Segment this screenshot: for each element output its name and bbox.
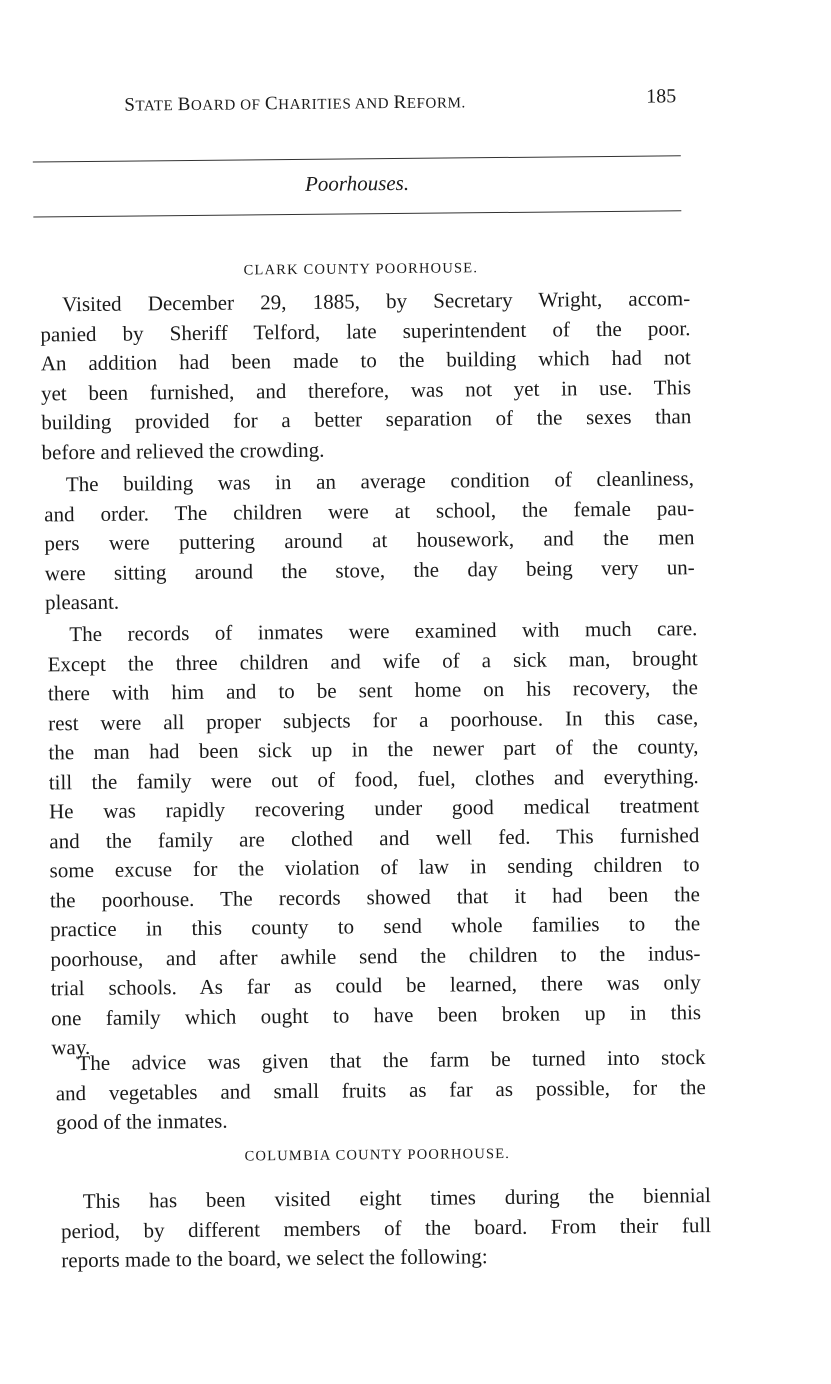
text-line: and vegetables and small fruits as far as possible, for the [55, 1074, 706, 1105]
text-line: The records of inmates were examined with much care. [69, 616, 698, 647]
text-line: the man had been sick up in the newer part of the county, [48, 734, 699, 765]
text-line: trial schools. As far as could be learned, there was only [50, 970, 701, 1001]
running-head-initial: C [264, 93, 279, 115]
header-rule-top [33, 155, 681, 162]
text-line: This has been visited eight times during the biennial [82, 1183, 711, 1214]
text-line: practice in this county to send whole families to the [50, 911, 701, 942]
columbia-paragraph-1 [61, 1181, 712, 1276]
text-line: reports made to the board, we select the following: [61, 1244, 488, 1273]
running-head-smallcaps: HARITIES AND [278, 96, 394, 114]
text-line: some excuse for the violation of law in sending children to [49, 852, 700, 883]
text-line: building provided for a better separation of the sexes than [41, 404, 692, 435]
clark-county-heading: CLARK COUNTY POORHOUSE. [243, 260, 479, 279]
text-line: one family which ought to have been broken up in this [50, 999, 702, 1030]
text-line: period, by different members of the board. From their full [60, 1212, 712, 1243]
section-title: Poorhouses. [304, 170, 410, 196]
text-line: The building was in an average condition of cleanliness, [65, 466, 694, 497]
clark-paragraph-1 [40, 284, 692, 467]
text-line: An addition had been made to the building which had not [40, 345, 691, 376]
text-line: Visited December 29, 1885, by Secretary Wright, accom- [62, 286, 691, 317]
running-head-initial: S [124, 94, 136, 116]
text-line: till the family were out of food, fuel, clothes and everything. [48, 763, 699, 794]
page-number: 185 [646, 85, 677, 108]
text-line: rest were all proper subjects for a poorhouse. In this case, [48, 704, 699, 735]
text-line: and order. The children were at school, the female pau- [44, 495, 695, 526]
running-head-initial: B [177, 93, 192, 116]
clark-paragraph-3 [47, 614, 701, 1063]
text-line: panied by Sheriff Telford, late superintendent of the poor. [40, 315, 691, 346]
text-line: were sitting around the stove, the day being very un- [44, 554, 695, 585]
clark-paragraph-4 [55, 1043, 706, 1138]
running-head-smallcaps: OARD OF [190, 97, 266, 114]
text-line: He was rapidly recovering under good medical treatment [48, 793, 700, 824]
text-line: pleasant. [44, 589, 120, 615]
text-line: there with him and to be sent home on his recovery, the [47, 675, 699, 706]
clark-paragraph-2 [44, 464, 695, 618]
running-head-smallcaps: TATE [135, 98, 178, 115]
running-head-initial: R [393, 91, 407, 114]
running-head [124, 90, 584, 116]
text-line: good of the inmates. [55, 1108, 228, 1135]
text-line: poorhouse, and after awhile send the children to the indus- [50, 940, 701, 971]
running-head-smallcaps: EFORM. [406, 95, 466, 112]
text-line: Except the three children and wife of a sick man, brought [47, 645, 698, 676]
text-line: pers were puttering around at housework, and the men [44, 525, 695, 556]
text-line: way. [51, 1034, 91, 1060]
text-line: yet been furnished, and therefore, was not yet in use. This [40, 374, 692, 405]
text-line: and the family are clothed and well fed. This furnished [49, 822, 700, 853]
columbia-county-heading: COLUMBIA COUNTY POORHOUSE. [244, 1145, 511, 1165]
text-line: before and relieved the crowding. [41, 437, 325, 464]
header-rule-bottom [33, 210, 681, 217]
text-line: the poorhouse. The records showed that it had been the [49, 881, 700, 912]
text-line: The advice was given that the farm be turned into stock [77, 1045, 706, 1076]
